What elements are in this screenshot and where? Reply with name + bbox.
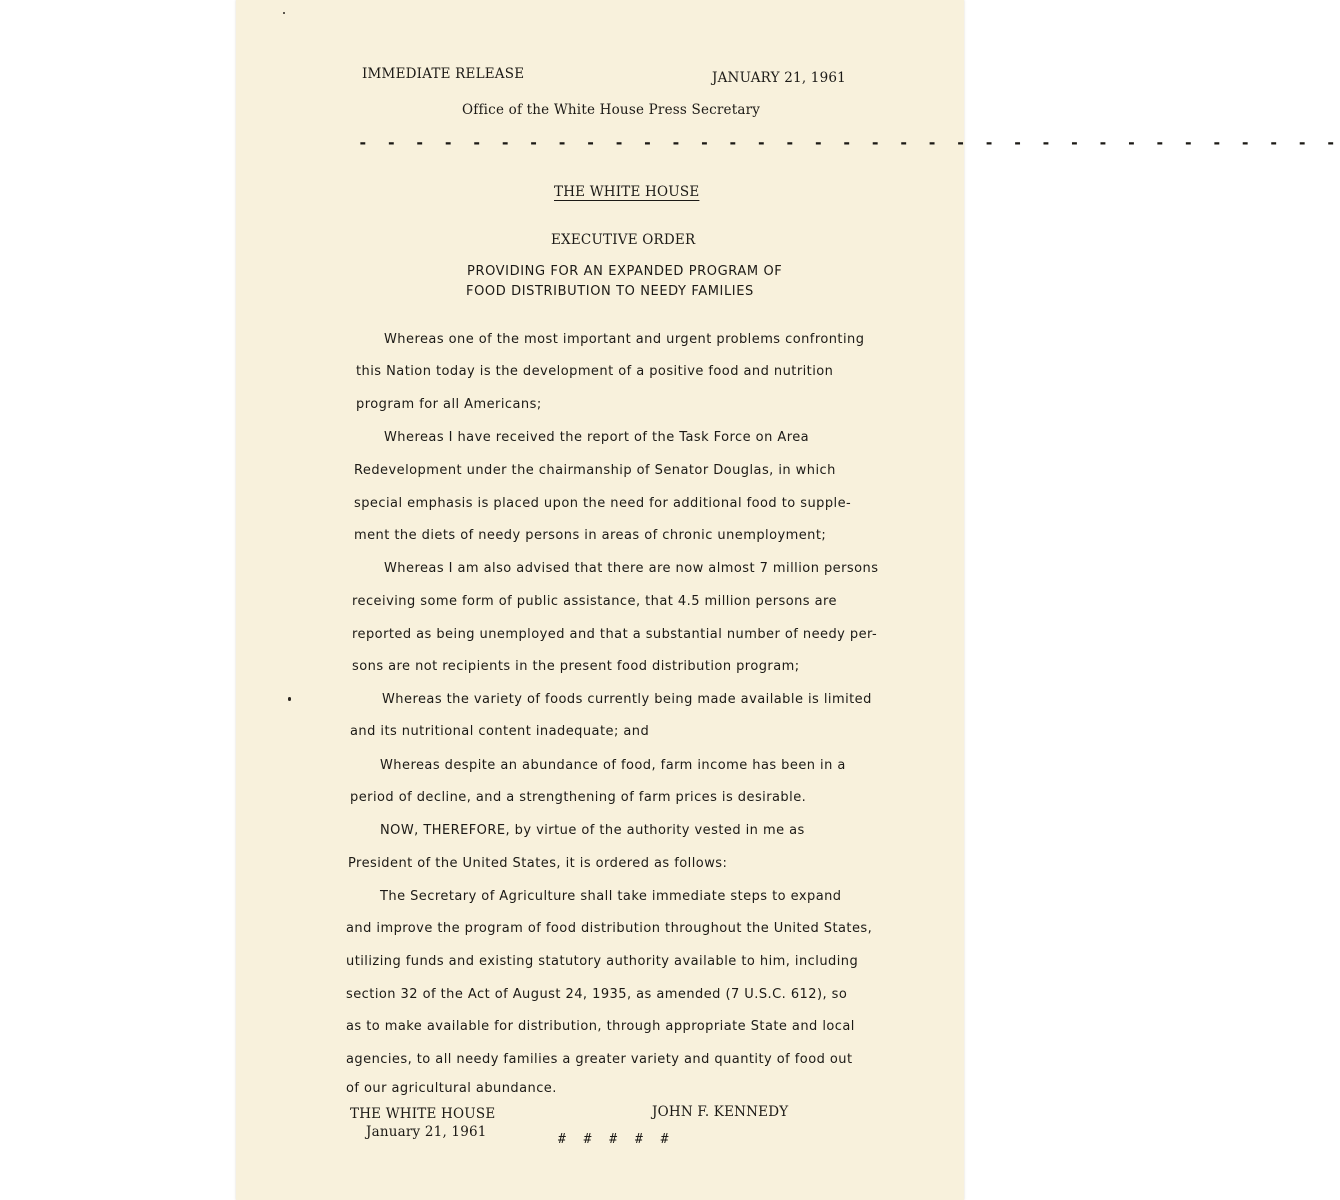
end-marks: # # # # # [558, 1132, 674, 1147]
body-line: ment the diets of needy persons in areas of chronic unemployment; [354, 528, 827, 543]
body-line: Whereas I am also advised that there are now almost 7 million persons [384, 561, 879, 576]
body-line: reported as being unemployed and that a substantial number of needy per- [352, 627, 878, 642]
office-line: Office of the White House Press Secretary [462, 102, 761, 118]
body-line: Whereas the variety of foods currently being made available is limited [382, 692, 872, 707]
body-line: Whereas I have received the report of the Task Force on Area [384, 430, 810, 445]
body-line: Redevelopment under the chairmanship of Senator Douglas, in which [354, 463, 836, 478]
body-line: sons are not recipients in the present food distribution program; [352, 659, 800, 674]
body-line: period of decline, and a strengthening of farm prices is desirable. [350, 790, 807, 805]
order-title-line-2: FOOD DISTRIBUTION TO NEEDY FAMILIES [466, 284, 754, 299]
body-line: The Secretary of Agriculture shall take immediate steps to expand [380, 889, 842, 904]
signatory-name: JOHN F. KENNEDY [652, 1104, 789, 1120]
body-line: President of the United States, it is ordered as follows: [348, 856, 728, 871]
body-line: and improve the program of food distribution throughout the United States, [346, 921, 873, 936]
body-line: this Nation today is the development of a positive food and nutrition [356, 364, 834, 379]
order-title-line-1: PROVIDING FOR AN EXPANDED PROGRAM OF [467, 264, 783, 279]
body-line: of our agricultural abundance. [346, 1081, 557, 1096]
executive-order-heading: EXECUTIVE ORDER [551, 232, 696, 248]
white-house-heading: THE WHITE HOUSE [554, 184, 700, 200]
ink-speck [288, 697, 291, 701]
body-line: Whereas one of the most important and urgent problems confronting [384, 332, 865, 347]
body-line: utilizing funds and existing statutory authority available to him, including [346, 954, 859, 969]
body-line: NOW, THEREFORE, by virtue of the authority vested in me as [380, 823, 805, 838]
body-line: Whereas despite an abundance of food, farm income has been in a [380, 758, 846, 773]
body-line: as to make available for distribution, through appropriate State and local [346, 1019, 855, 1034]
signature-place: THE WHITE HOUSE [350, 1106, 496, 1122]
dashed-divider: - - - - - - - - - - - - - - - - - - - - - - - - - - - - - - - - - - - [358, 133, 1340, 152]
body-line: agencies, to all needy families a greater variety and quantity of food out [346, 1052, 853, 1067]
ink-speck [283, 12, 285, 14]
body-line: receiving some form of public assistance, that 4.5 million persons are [352, 594, 837, 609]
release-date: JANUARY 21, 1961 [712, 70, 846, 86]
body-line: and its nutritional content inadequate; and [350, 724, 650, 739]
body-line: special emphasis is placed upon the need for additional food to supple- [354, 496, 852, 511]
signature-date: January 21, 1961 [366, 1124, 487, 1140]
body-line: section 32 of the Act of August 24, 1935, as amended (7 U.S.C. 612), so [346, 987, 848, 1002]
release-label: IMMEDIATE RELEASE [362, 66, 525, 82]
body-line: program for all Americans; [356, 397, 542, 412]
